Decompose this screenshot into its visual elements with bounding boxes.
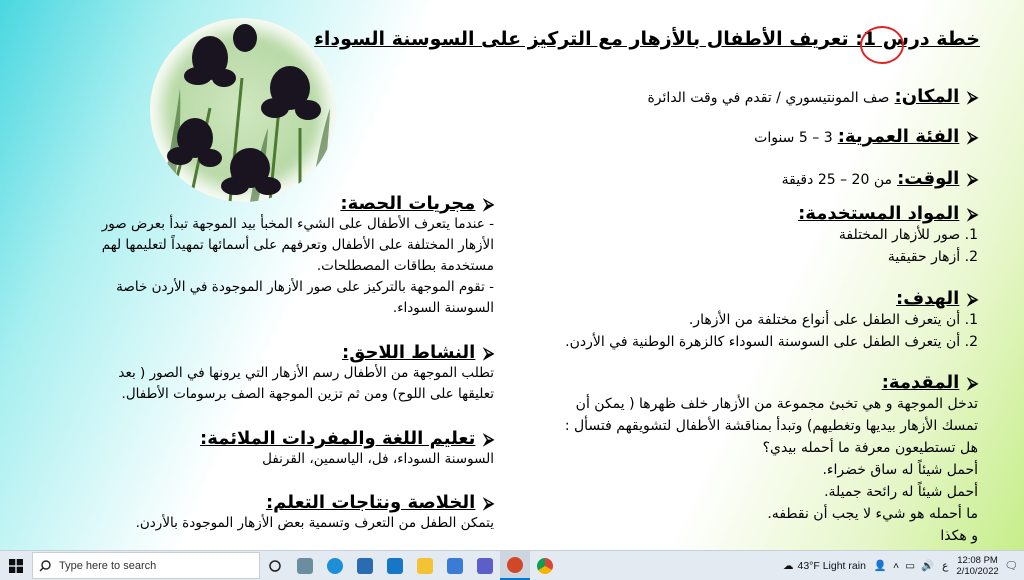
summary-label: الخلاصة ونتاجات التعلم: — [265, 492, 476, 513]
materials-section — [798, 203, 978, 268]
edge-button[interactable] — [320, 551, 350, 580]
goal-label: الهدف: — [896, 288, 960, 309]
black-iris-image — [150, 18, 336, 202]
place-row — [647, 86, 978, 107]
widgets-button[interactable] — [290, 551, 320, 580]
intro-section — [508, 372, 978, 547]
materials-item: 2. أزهار حقيقية — [887, 249, 978, 265]
teams-icon — [477, 558, 493, 574]
bullet-arrow-icon: ⮚ — [967, 170, 978, 188]
time-value: من 20 – 25 دقيقة — [781, 172, 892, 188]
task-view-icon — [268, 559, 282, 573]
bullet-arrow-icon: ⮚ — [967, 205, 978, 223]
intro-line: و هكذا — [940, 528, 978, 544]
age-row — [754, 126, 978, 147]
red-circle-annotation — [860, 26, 904, 64]
summary-section — [48, 492, 494, 534]
chrome-icon — [537, 558, 553, 574]
weather-status[interactable]: 43°F Light rain — [797, 559, 866, 572]
place-value: صف المونتيسوري / تقدم في وقت الدائرة — [647, 90, 890, 106]
goal-section — [565, 288, 978, 353]
volume-icon[interactable]: 🔊 — [921, 560, 935, 572]
followup-line: تطلب الموجهة من الأطفال رسم الأزهار التي يرونها في الصور ( بعد — [118, 365, 494, 381]
language-value: السوسنة السوداء، فل، الياسمين، القرنفل — [262, 451, 494, 467]
materials-label: المواد المستخدمة: — [798, 203, 960, 224]
weather-icon: ☁ — [783, 559, 794, 572]
clock-time: 12:08 PM — [957, 554, 998, 566]
mail-icon — [387, 558, 403, 574]
folder-icon — [417, 558, 433, 574]
chevron-up-icon[interactable]: ˄ — [892, 559, 900, 572]
mail-button[interactable] — [380, 551, 410, 580]
bullet-arrow-icon: ⮚ — [967, 128, 978, 146]
clock-date: 2/10/2022 — [956, 565, 999, 577]
intro-line: أحمل شيئاً له ساق خضراء. — [822, 462, 978, 478]
taskbar-search-box[interactable] — [32, 552, 260, 579]
search-icon — [39, 560, 51, 572]
procedure-line: الأزهار المختلفة على الأطفال وتعرفهم على أسمائها تمهيداً لتعليمها لهم — [101, 237, 494, 253]
powerpoint-icon — [507, 557, 523, 573]
widgets-icon — [297, 558, 313, 574]
intro-line: هل تستطيعون معرفة ما أحمله بيدي؟ — [762, 440, 978, 456]
search-placeholder: Type here to search — [59, 559, 157, 572]
age-label: الفئة العمرية: — [837, 126, 960, 147]
procedure-line: - تقوم الموجهة بالتركيز على صور الأزهار الموجودة في الأردن خاصة — [116, 279, 494, 295]
store-icon — [357, 558, 373, 574]
chrome-button[interactable] — [530, 551, 560, 580]
windows-logo-icon — [9, 559, 23, 573]
procedure-line: مستخدمة بطاقات المصطلحات. — [316, 258, 494, 274]
procedure-label: مجريات الحصة: — [340, 193, 476, 214]
goal-item: 2. أن يتعرف الطفل على السوسنة السوداء كالزهرة الوطنية في الأردن. — [565, 334, 978, 350]
start-button[interactable] — [0, 551, 32, 580]
goal-item: 1. أن يتعرف الطفل على أنواع مختلفة من الأزهار. — [688, 312, 978, 328]
bullet-arrow-icon: ⮚ — [967, 290, 978, 308]
followup-label: النشاط اللاحق: — [342, 342, 476, 363]
intro-line: تدخل الموجهة و هي تخبئ مجموعة من الأزهار خلف ظهرها ( يمكن أن — [575, 396, 978, 412]
edge-icon — [327, 558, 343, 574]
bullet-arrow-icon: ⮚ — [967, 88, 978, 106]
bullet-arrow-icon: ⮚ — [483, 344, 494, 362]
language-section — [48, 428, 494, 470]
procedure-line: - عندما يتعرف الأطفال على الشيء المخبأ بيد الموجهة تبدأ بعرض صور — [101, 216, 494, 232]
intro-line: أحمل شيئاً له رائحة جميلة. — [824, 484, 978, 500]
bullet-arrow-icon: ⮚ — [483, 430, 494, 448]
notifications-icon[interactable]: 🗨 — [1004, 560, 1018, 572]
procedure-section — [48, 193, 494, 319]
powerpoint-button[interactable] — [500, 551, 530, 580]
time-label: الوقت: — [897, 168, 960, 189]
bullet-arrow-icon: ⮚ — [483, 195, 494, 213]
language-indicator[interactable]: ع — [942, 559, 949, 572]
photos-icon — [447, 558, 463, 574]
bullet-arrow-icon: ⮚ — [483, 494, 494, 512]
intro-line: ما أحمله هو شيء لا يجب أن نقطفه. — [767, 506, 978, 522]
task-view-button[interactable] — [260, 551, 290, 580]
followup-line: تعليقها على اللوح) ومن ثم تزين الموجهة الصف برسومات الأطفال. — [121, 386, 494, 402]
windows-taskbar — [0, 550, 1024, 580]
time-row — [782, 168, 978, 189]
summary-value: يتمكن الطفل من التعرف وتسمية بعض الأزهار الموجودة بالأردن. — [135, 515, 494, 531]
system-tray — [783, 555, 1024, 577]
followup-section — [48, 342, 494, 405]
age-value: 3 – 5 سنوات — [754, 130, 833, 146]
store-button[interactable] — [350, 551, 380, 580]
materials-item: 1. صور للأزهار المختلفة — [838, 227, 978, 243]
file-explorer-button[interactable] — [410, 551, 440, 580]
intro-line: تمسك الأزهار بيديها وتغطيهم) وتبدأ بمناقشة الأطفال لتشويقهم فتسأل : — [564, 418, 978, 434]
language-label: تعليم اللغة والمفردات الملائمة: — [200, 428, 476, 449]
slide-title: خطة درس 1: تعريف الأطفال بالأزهار مع التركيز على السوسنة السوداء — [314, 28, 980, 50]
bullet-arrow-icon: ⮚ — [967, 374, 978, 392]
teams-button[interactable] — [470, 551, 500, 580]
clock[interactable] — [956, 555, 998, 577]
intro-label: المقدمة: — [881, 372, 960, 393]
procedure-line: السوسنة السوداء. — [392, 300, 494, 316]
photos-button[interactable] — [440, 551, 470, 580]
place-label: المكان: — [894, 86, 960, 107]
people-icon[interactable]: 👤 — [873, 560, 887, 572]
network-icon[interactable]: ▭ — [905, 559, 916, 572]
